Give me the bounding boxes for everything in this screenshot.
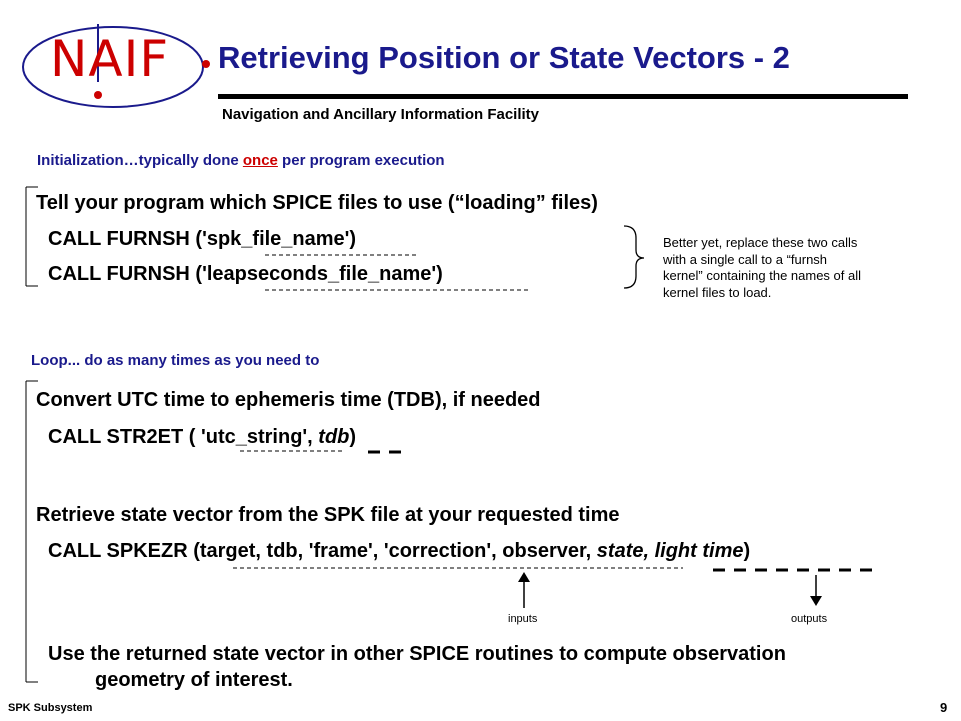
- init-line-1: Tell your program which SPICE files to use (“loading” files): [36, 192, 598, 214]
- final-line-1: Use the returned state vector in other SPICE routines to compute observation: [48, 643, 786, 665]
- spkezr-post: ): [743, 540, 751, 562]
- page-title: Retrieving Position or State Vectors - 2: [218, 40, 790, 75]
- footer-left: SPK Subsystem: [8, 702, 93, 714]
- page-subtitle: Navigation and Ancillary Information Facility: [222, 106, 539, 123]
- logo-text: NAIF: [50, 30, 170, 88]
- init-heading-emph: once: [242, 152, 278, 169]
- init-line-2: CALL FURNSH ('spk_file_name'): [48, 228, 357, 250]
- init-heading-post: per program execution: [277, 152, 445, 169]
- loop-line-1: Convert UTC time to ephemeris time (TDB), if needed: [36, 389, 541, 411]
- final-line-2: geometry of interest.: [95, 669, 293, 691]
- inputs-arrow: [518, 572, 530, 608]
- str2et-output: tdb: [318, 426, 350, 448]
- loop-line-3: Retrieve state vector from the SPK file at your requested time: [36, 504, 620, 526]
- loop-bracket: [26, 381, 38, 682]
- page-number: 9: [940, 700, 948, 715]
- note-brace: [624, 226, 644, 288]
- outputs-label: outputs: [791, 613, 828, 625]
- spkezr-output: state, light time: [596, 540, 744, 562]
- str2et-pre: CALL STR2ET ( 'utc_string',: [48, 426, 319, 448]
- loop-heading: Loop... do as many times as you need to: [31, 352, 320, 369]
- init-heading-pre: Initialization…typically done: [37, 152, 243, 169]
- furnsh-kernel-note: Better yet, replace these two calls with a single call to a “furnsh kernel” containing the names of all kernel files to load.: [663, 235, 862, 300]
- inputs-label: inputs: [508, 613, 538, 625]
- str2et-post: ): [349, 426, 357, 448]
- spkezr-pre: CALL SPKEZR (target, tdb, 'frame', 'correction', observer,: [48, 540, 597, 562]
- outputs-arrow: [810, 575, 822, 606]
- init-bracket: [26, 187, 38, 286]
- init-line-3: CALL FURNSH ('leapseconds_file_name'): [48, 263, 443, 285]
